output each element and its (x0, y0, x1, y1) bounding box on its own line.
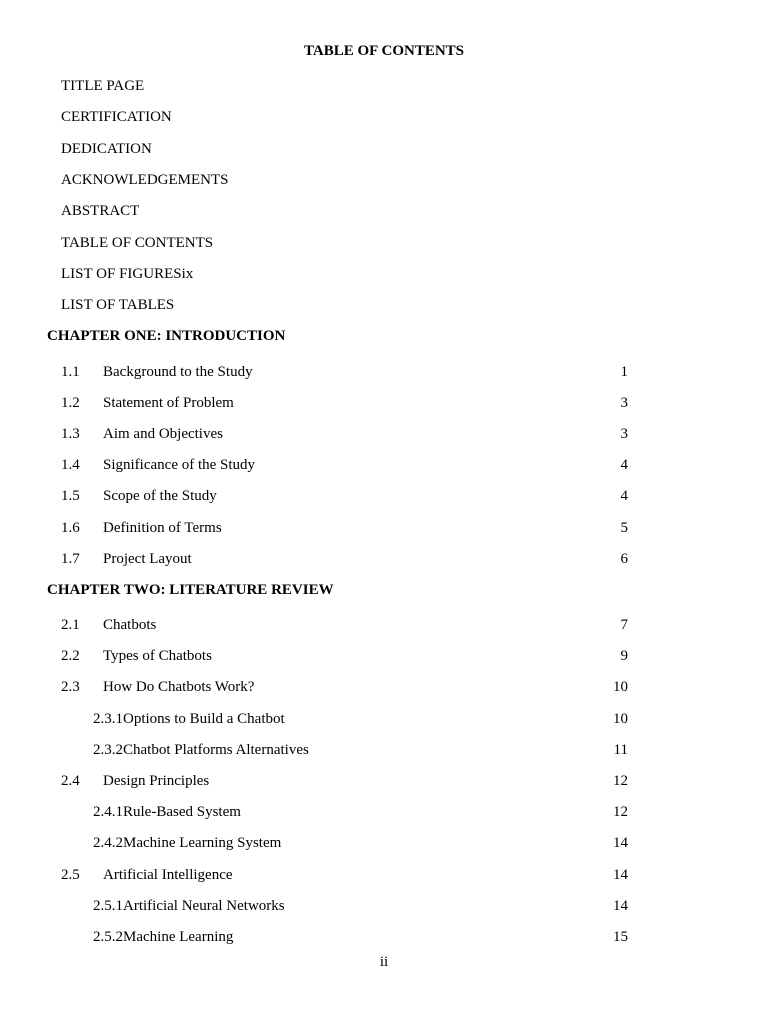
section-number: 1.3 (61, 426, 80, 442)
page-number: 14 (613, 835, 628, 851)
subsection-title: 2.5.1Artificial Neural Networks (93, 898, 285, 914)
section-title: Statement of Problem (103, 395, 234, 411)
page-number: 15 (613, 929, 628, 945)
page-number: 7 (620, 617, 628, 633)
section-number: 1.6 (61, 520, 80, 536)
subsection-title: 2.3.1Options to Build a Chatbot (93, 711, 285, 727)
page-footer-number: ii (379, 954, 389, 970)
subsection-title: 2.4.2Machine Learning System (93, 835, 282, 851)
chapter-heading: CHAPTER ONE: INTRODUCTION (47, 328, 286, 344)
page-number: 3 (620, 395, 628, 411)
page-number: 4 (620, 488, 628, 504)
section-title: Scope of the Study (103, 488, 217, 504)
subsection-title: 2.5.2Machine Learning (93, 929, 234, 945)
section-number: 2.4 (61, 773, 80, 789)
subsection-title: 2.3.2Chatbot Platforms Alternatives (93, 742, 309, 758)
front-matter-item: LIST OF TABLES (61, 297, 175, 313)
page-number: 10 (613, 711, 628, 727)
page-number: 10 (613, 679, 628, 695)
front-matter-item: CERTIFICATION (61, 109, 172, 125)
front-matter-item: ACKNOWLEDGEMENTS (61, 172, 229, 188)
section-number: 1.2 (61, 395, 80, 411)
section-number: 2.5 (61, 867, 80, 883)
page-number: 3 (620, 426, 628, 442)
section-number: 2.1 (61, 617, 80, 633)
section-title: Types of Chatbots (103, 648, 212, 664)
page-number: 11 (613, 742, 628, 758)
page-number: 14 (613, 898, 628, 914)
toc-title: TABLE OF CONTENTS (303, 43, 465, 59)
section-number: 1.1 (61, 364, 80, 380)
section-number: 2.2 (61, 648, 80, 664)
section-number: 1.5 (61, 488, 80, 504)
page-number: 9 (620, 648, 628, 664)
page-number: 12 (613, 804, 628, 820)
section-title: Project Layout (103, 551, 192, 567)
front-matter-item: TABLE OF CONTENTS (61, 235, 214, 251)
page-number: 1 (620, 364, 628, 380)
chapter-heading: CHAPTER TWO: LITERATURE REVIEW (47, 582, 334, 598)
front-matter-item: TITLE PAGE (61, 78, 145, 94)
section-title: Aim and Objectives (103, 426, 223, 442)
page-number: 5 (620, 520, 628, 536)
page-number: 4 (620, 457, 628, 473)
section-title: Artificial Intelligence (103, 867, 233, 883)
subsection-title: 2.4.1Rule-Based System (93, 804, 241, 820)
section-number: 1.7 (61, 551, 80, 567)
section-title: Chatbots (103, 617, 157, 633)
front-matter-item: ABSTRACT (61, 203, 140, 219)
section-title: Design Principles (103, 773, 210, 789)
section-title: Significance of the Study (103, 457, 256, 473)
section-title: How Do Chatbots Work? (103, 679, 255, 695)
section-title: Background to the Study (103, 364, 253, 380)
section-number: 1.4 (61, 457, 80, 473)
front-matter-item: DEDICATION (61, 141, 152, 157)
section-number: 2.3 (61, 679, 80, 695)
front-matter-item: LIST OF FIGURESix (61, 266, 194, 282)
page-number: 6 (620, 551, 628, 567)
page-number: 12 (613, 773, 628, 789)
section-title: Definition of Terms (103, 520, 222, 536)
page-number: 14 (613, 867, 628, 883)
